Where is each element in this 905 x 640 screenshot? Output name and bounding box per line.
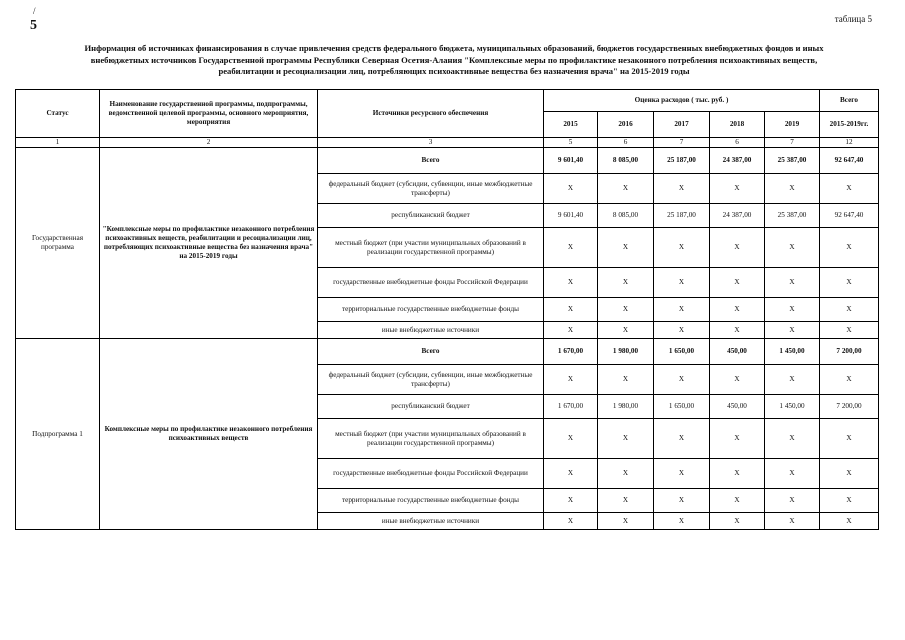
- amount-cell: X: [544, 322, 598, 339]
- amount-cell: X: [820, 419, 879, 459]
- header-name: Наименование государственной программы, подпрограммы, ведомственной целевой программы, основного мероприятия, мероприятия: [100, 90, 318, 138]
- header-year: 2017: [654, 112, 710, 138]
- amount-cell: 8 085,00: [598, 204, 654, 228]
- amount-cell: X: [598, 228, 654, 268]
- header-estimate: Оценка расходов ( тыс. руб. ): [544, 90, 820, 112]
- amount-cell: 1 670,00: [544, 339, 598, 365]
- table-row: [16, 339, 879, 365]
- amount-cell: X: [710, 365, 765, 395]
- row-program-name: Комплексные меры по профилактике незаконного потребления психоактивных веществ: [100, 339, 318, 530]
- amount-cell: X: [544, 365, 598, 395]
- funding-source: федеральный бюджет (субсидии, субвенции, иные межбюджетные трансферты): [318, 365, 544, 395]
- amount-cell: X: [820, 174, 879, 204]
- header-year: 2019: [765, 112, 820, 138]
- column-number: 12: [820, 138, 879, 148]
- amount-cell: 92 647,40: [820, 204, 879, 228]
- amount-cell: X: [654, 459, 710, 489]
- amount-cell: X: [654, 174, 710, 204]
- funding-source: государственные внебюджетные фонды Российской Федерации: [318, 459, 544, 489]
- funding-source: Всего: [318, 148, 544, 174]
- amount-cell: X: [654, 228, 710, 268]
- funding-source: государственные внебюджетные фонды Российской Федерации: [318, 268, 544, 298]
- amount-cell: 25 387,00: [765, 204, 820, 228]
- amount-cell: X: [765, 174, 820, 204]
- title-line: внебюджетных источников Государственной программы Республики Северная Осетия-Алания "Комплексные меры по профилактике незаконного потребления психоактивных веществ,: [90, 54, 818, 65]
- amount-cell: X: [710, 228, 765, 268]
- header-year: 2018: [710, 112, 765, 138]
- amount-cell: X: [765, 228, 820, 268]
- amount-cell: 25 187,00: [654, 148, 710, 174]
- amount-cell: X: [765, 513, 820, 530]
- header-year: 2016: [598, 112, 654, 138]
- amount-cell: X: [544, 174, 598, 204]
- amount-cell: 24 387,00: [710, 148, 765, 174]
- amount-cell: X: [710, 489, 765, 513]
- amount-cell: 7 200,00: [820, 395, 879, 419]
- header-year: 2015: [544, 112, 598, 138]
- amount-cell: 1 980,00: [598, 395, 654, 419]
- amount-cell: X: [598, 298, 654, 322]
- amount-cell: X: [820, 228, 879, 268]
- row-status: Государственная программа: [16, 148, 100, 339]
- amount-cell: 8 085,00: [598, 148, 654, 174]
- amount-cell: X: [598, 174, 654, 204]
- amount-cell: 450,00: [710, 395, 765, 419]
- header-total-period: 2015-2019гг.: [820, 112, 879, 138]
- amount-cell: X: [765, 419, 820, 459]
- header-total: Всего: [820, 90, 879, 112]
- amount-cell: X: [765, 489, 820, 513]
- amount-cell: X: [544, 489, 598, 513]
- funding-source: республиканский бюджет: [318, 204, 544, 228]
- amount-cell: X: [710, 513, 765, 530]
- amount-cell: X: [765, 268, 820, 298]
- amount-cell: 24 387,00: [710, 204, 765, 228]
- amount-cell: 92 647,40: [820, 148, 879, 174]
- financing-table: [15, 89, 879, 530]
- column-number: 3: [318, 138, 544, 148]
- amount-cell: 7 200,00: [820, 339, 879, 365]
- header-sources: Источники ресурсного обеспечения: [318, 90, 544, 138]
- amount-cell: X: [544, 228, 598, 268]
- header-status: Статус: [16, 90, 100, 138]
- amount-cell: X: [710, 459, 765, 489]
- column-number: 1: [16, 138, 100, 148]
- amount-cell: X: [598, 459, 654, 489]
- amount-cell: X: [765, 365, 820, 395]
- amount-cell: 1 650,00: [654, 339, 710, 365]
- table-row: [16, 148, 879, 174]
- amount-cell: X: [710, 268, 765, 298]
- funding-source: Всего: [318, 339, 544, 365]
- amount-cell: X: [598, 268, 654, 298]
- amount-cell: X: [598, 322, 654, 339]
- column-number: 5: [544, 138, 598, 148]
- amount-cell: X: [544, 268, 598, 298]
- amount-cell: 1 650,00: [654, 395, 710, 419]
- amount-cell: 1 450,00: [765, 339, 820, 365]
- amount-cell: X: [710, 419, 765, 459]
- amount-cell: X: [654, 513, 710, 530]
- row-status: Подпрограмма 1: [16, 339, 100, 530]
- amount-cell: X: [598, 513, 654, 530]
- amount-cell: X: [598, 489, 654, 513]
- funding-source: федеральный бюджет (субсидии, субвенции, иные межбюджетные трансферты): [318, 174, 544, 204]
- amount-cell: X: [598, 419, 654, 459]
- amount-cell: X: [654, 298, 710, 322]
- amount-cell: 1 450,00: [765, 395, 820, 419]
- amount-cell: X: [765, 459, 820, 489]
- amount-cell: 25 387,00: [765, 148, 820, 174]
- amount-cell: 9 601,40: [544, 148, 598, 174]
- page-mark: 5: [30, 18, 37, 33]
- funding-source: местный бюджет (при участии муниципальных образований в реализации государственной программы): [318, 419, 544, 459]
- amount-cell: X: [544, 298, 598, 322]
- amount-cell: X: [820, 268, 879, 298]
- amount-cell: X: [710, 322, 765, 339]
- amount-cell: X: [654, 268, 710, 298]
- amount-cell: X: [820, 459, 879, 489]
- column-number: 6: [598, 138, 654, 148]
- funding-source: иные внебюджетные источники: [318, 513, 544, 530]
- title-line: реабилитации и ресоциализации лиц, потребляющих психоактивные вещества без назначения врача" на 2015-2019 годы: [218, 66, 690, 76]
- column-number: 2: [100, 138, 318, 148]
- amount-cell: X: [598, 365, 654, 395]
- funding-source: территориальные государственные внебюджетные фонды: [318, 298, 544, 322]
- amount-cell: X: [710, 298, 765, 322]
- table-body: [16, 148, 879, 530]
- amount-cell: X: [654, 322, 710, 339]
- amount-cell: X: [544, 459, 598, 489]
- amount-cell: X: [820, 365, 879, 395]
- amount-cell: X: [820, 298, 879, 322]
- column-number: 6: [710, 138, 765, 148]
- amount-cell: X: [654, 365, 710, 395]
- funding-source: иные внебюджетные источники: [318, 322, 544, 339]
- amount-cell: X: [820, 322, 879, 339]
- top-mark: /: [33, 6, 36, 16]
- amount-cell: X: [544, 513, 598, 530]
- amount-cell: 1 670,00: [544, 395, 598, 419]
- column-number: 7: [765, 138, 820, 148]
- funding-source: республиканский бюджет: [318, 395, 544, 419]
- title-line: Информация об источниках финансирования в случае привлечения средств федерального бюджета, муниципальных образований, бюджетов государственных внебюджетных фондов и иных: [84, 43, 824, 53]
- amount-cell: X: [710, 174, 765, 204]
- amount-cell: 25 187,00: [654, 204, 710, 228]
- funding-source: местный бюджет (при участии муниципальных образований в реализации государственной программы): [318, 228, 544, 268]
- amount-cell: 450,00: [710, 339, 765, 365]
- amount-cell: X: [820, 513, 879, 530]
- amount-cell: 9 601,40: [544, 204, 598, 228]
- amount-cell: X: [765, 322, 820, 339]
- table-label: таблица 5: [834, 14, 872, 24]
- amount-cell: X: [765, 298, 820, 322]
- document-title: [16, 43, 892, 78]
- amount-cell: X: [654, 489, 710, 513]
- amount-cell: X: [544, 419, 598, 459]
- row-program-name: "Комплексные меры по профилактике незаконного потребления психоактивных веществ, реабилитации и ресоциализации лиц, потребляющих психоактивные вещества без назначения врача" на 2015-2019 годы: [100, 148, 318, 339]
- amount-cell: 1 980,00: [598, 339, 654, 365]
- column-number: 7: [654, 138, 710, 148]
- amount-cell: X: [654, 419, 710, 459]
- funding-source: территориальные государственные внебюджетные фонды: [318, 489, 544, 513]
- amount-cell: X: [820, 489, 879, 513]
